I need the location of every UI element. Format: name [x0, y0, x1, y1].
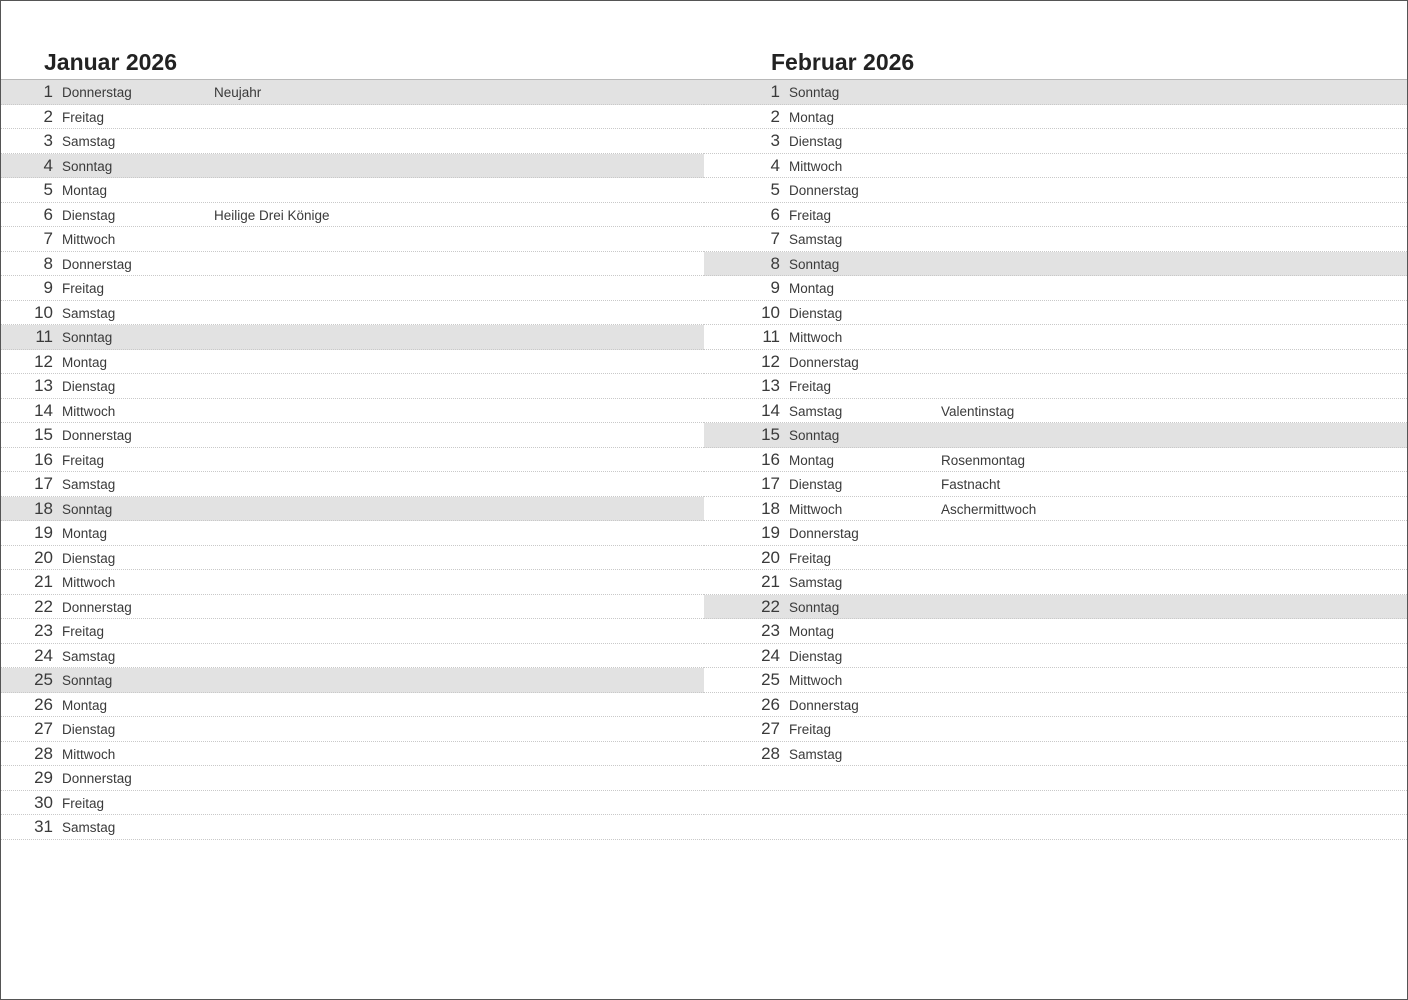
- weekday-label: Montag: [789, 109, 835, 125]
- day-row: [704, 80, 1407, 105]
- day-number: 5: [770, 180, 780, 199]
- day-number: 8: [770, 253, 780, 273]
- weekday-label: Freitag: [789, 722, 832, 737]
- day-row: [704, 766, 1407, 791]
- weekday-label: Sonntag: [62, 501, 113, 517]
- weekday-label: Samstag: [62, 134, 116, 149]
- day-number: 4: [43, 155, 53, 175]
- day-row: [1, 668, 704, 693]
- weekday-label: Dienstag: [789, 305, 843, 321]
- day-number: 7: [770, 229, 780, 248]
- weekday-label: Samstag: [789, 232, 843, 247]
- day-number: 26: [34, 694, 53, 714]
- day-number: 17: [34, 474, 53, 493]
- weekday-label: Samstag: [789, 403, 843, 419]
- day-row: [704, 350, 1407, 375]
- day-number: 24: [34, 645, 53, 665]
- day-row: [704, 668, 1407, 693]
- day-number: 2: [770, 106, 780, 126]
- day-number: 2: [43, 106, 53, 126]
- day-row: [1, 325, 704, 350]
- weekday-label: Sonntag: [789, 256, 840, 272]
- weekday-label: Donnerstag: [789, 526, 859, 541]
- day-number: 10: [34, 302, 53, 322]
- weekday-label: Donnerstag: [62, 85, 132, 100]
- weekday-label: Donnerstag: [62, 256, 132, 272]
- day-row: [1, 644, 704, 669]
- day-number: 5: [43, 180, 53, 199]
- day-row: [1, 252, 704, 277]
- day-row: [1, 350, 704, 375]
- weekday-label: Freitag: [62, 281, 105, 296]
- day-list: [704, 80, 1407, 840]
- weekday-label: Dienstag: [789, 477, 843, 492]
- weekday-label: Donnerstag: [789, 697, 859, 713]
- weekday-label: Montag: [62, 354, 108, 370]
- day-row: [704, 178, 1407, 203]
- day-number: 14: [34, 400, 53, 420]
- day-row: [1, 497, 704, 522]
- holiday-label: Aschermittwoch: [941, 501, 1037, 517]
- weekday-label: Freitag: [789, 379, 832, 394]
- day-row: [704, 595, 1407, 620]
- weekday-label: Mittwoch: [789, 673, 843, 688]
- day-row: [704, 276, 1407, 301]
- day-row: [1, 203, 704, 228]
- day-row: [1, 595, 704, 620]
- weekday-label: Dienstag: [62, 722, 116, 737]
- day-row: [1, 301, 704, 326]
- day-number: 3: [43, 131, 53, 150]
- day-number: 21: [34, 572, 53, 591]
- day-number: [704, 791, 780, 815]
- weekday-label: Montag: [789, 281, 835, 296]
- weekday-label: Montag: [62, 697, 108, 713]
- weekday-label: Donnerstag: [62, 428, 132, 443]
- day-number: 19: [34, 523, 53, 542]
- day-number: 16: [34, 449, 53, 469]
- day-number: [704, 766, 780, 790]
- day-row: [1, 129, 704, 154]
- weekday-label: Mittwoch: [789, 158, 843, 174]
- day-number: 30: [34, 792, 53, 812]
- day-number: 7: [43, 229, 53, 248]
- day-number: 1: [43, 82, 53, 101]
- day-row: [1, 521, 704, 546]
- day-number: 14: [761, 400, 780, 420]
- weekday-label: Donnerstag: [62, 771, 132, 786]
- day-row: [704, 203, 1407, 228]
- weekday-label: Freitag: [62, 109, 105, 125]
- day-number: 1: [770, 82, 780, 101]
- day-row: [704, 717, 1407, 742]
- day-row: [704, 448, 1407, 473]
- weekday-label: Mittwoch: [62, 575, 116, 590]
- day-number: 4: [770, 155, 780, 175]
- day-number: 31: [34, 817, 53, 836]
- day-number: 25: [34, 670, 53, 689]
- day-number: 29: [34, 768, 53, 787]
- day-number: 21: [761, 572, 780, 591]
- day-row: [1, 154, 704, 179]
- day-number: 15: [34, 425, 53, 444]
- day-list: [1, 80, 704, 840]
- day-row: [1, 448, 704, 473]
- weekday-label: Samstag: [62, 648, 116, 664]
- day-number: 9: [43, 278, 53, 297]
- day-row: [704, 570, 1407, 595]
- day-row: [1, 766, 704, 791]
- weekday-label: Dienstag: [62, 379, 116, 394]
- weekday-label: Dienstag: [62, 207, 116, 223]
- day-number: 12: [34, 351, 53, 371]
- day-row: [704, 619, 1407, 644]
- day-row: [1, 815, 704, 840]
- month-february: [704, 44, 1407, 840]
- holiday-label: Rosenmontag: [941, 452, 1026, 468]
- weekday-label: Sonntag: [62, 673, 113, 688]
- weekday-label: Montag: [62, 526, 108, 541]
- day-row: [1, 105, 704, 130]
- weekday-label: Samstag: [789, 575, 843, 590]
- day-number: 18: [761, 498, 780, 518]
- day-row: [1, 472, 704, 497]
- holiday-label: Fastnacht: [941, 477, 1001, 492]
- day-number: 11: [35, 327, 53, 346]
- day-number: [704, 815, 780, 839]
- weekday-label: Sonntag: [62, 158, 113, 174]
- month-title: Januar 2026: [1, 44, 704, 80]
- day-row: [704, 423, 1407, 448]
- day-row: [704, 546, 1407, 571]
- day-number: 15: [761, 425, 780, 444]
- day-number: 17: [761, 474, 780, 493]
- weekday-label: Sonntag: [789, 85, 840, 100]
- day-row: [704, 521, 1407, 546]
- holiday-label: Heilige Drei Könige: [214, 207, 330, 223]
- day-row: [1, 399, 704, 424]
- weekday-label: Freitag: [789, 550, 832, 566]
- day-row: [1, 423, 704, 448]
- holiday-label: Neujahr: [214, 85, 262, 100]
- day-row: [704, 472, 1407, 497]
- day-row: [1, 374, 704, 399]
- weekday-label: Mittwoch: [789, 501, 843, 517]
- day-number: 12: [761, 351, 780, 371]
- weekday-label: Samstag: [62, 305, 116, 321]
- holiday-label: Valentinstag: [941, 403, 1015, 419]
- weekday-label: Donnerstag: [789, 354, 859, 370]
- day-row: [1, 693, 704, 718]
- day-row: [1, 717, 704, 742]
- day-number: 23: [761, 621, 780, 640]
- day-number: 28: [34, 743, 53, 763]
- weekday-label: Montag: [62, 183, 108, 198]
- weekday-label: Samstag: [62, 477, 116, 492]
- weekday-label: Sonntag: [62, 330, 113, 345]
- weekday-label: Mittwoch: [62, 403, 116, 419]
- day-number: 26: [761, 694, 780, 714]
- day-number: 10: [761, 302, 780, 322]
- day-row: [704, 497, 1407, 522]
- day-number: 9: [770, 278, 780, 297]
- day-number: 25: [761, 670, 780, 689]
- day-row: [1, 619, 704, 644]
- day-number: 23: [34, 621, 53, 640]
- day-number: 18: [34, 498, 53, 518]
- weekday-label: Sonntag: [789, 428, 840, 443]
- day-number: 27: [34, 719, 53, 738]
- day-row: [704, 325, 1407, 350]
- weekday-label: Freitag: [62, 624, 105, 639]
- day-row: [1, 178, 704, 203]
- weekday-label: Montag: [789, 452, 835, 468]
- day-row: [704, 399, 1407, 424]
- weekday-label: Freitag: [62, 452, 105, 468]
- day-row: [704, 105, 1407, 130]
- day-number: 8: [43, 253, 53, 273]
- day-row: [1, 791, 704, 816]
- day-row: [1, 570, 704, 595]
- day-row: [1, 546, 704, 571]
- day-number: 16: [761, 449, 780, 469]
- day-number: 28: [761, 743, 780, 763]
- weekday-label: Samstag: [62, 820, 116, 835]
- weekday-label: Samstag: [789, 746, 843, 762]
- day-number: 13: [761, 376, 780, 395]
- day-row: [704, 815, 1407, 840]
- day-number: 22: [34, 596, 53, 616]
- day-row: [1, 227, 704, 252]
- day-row: [704, 301, 1407, 326]
- day-row: [704, 791, 1407, 816]
- weekday-label: Mittwoch: [789, 330, 843, 345]
- day-row: [704, 374, 1407, 399]
- day-row: [1, 276, 704, 301]
- day-number: 22: [761, 596, 780, 616]
- day-number: 20: [761, 547, 780, 567]
- weekday-label: Freitag: [789, 207, 832, 223]
- day-row: [704, 693, 1407, 718]
- weekday-label: Donnerstag: [62, 599, 132, 615]
- weekday-label: Donnerstag: [789, 183, 859, 198]
- weekday-label: Sonntag: [789, 599, 840, 615]
- weekday-label: Freitag: [62, 795, 105, 811]
- weekday-label: Mittwoch: [62, 232, 116, 247]
- day-number: 13: [34, 376, 53, 395]
- day-number: 3: [770, 131, 780, 150]
- weekday-label: Dienstag: [62, 550, 116, 566]
- day-row: [704, 129, 1407, 154]
- day-row: [1, 742, 704, 767]
- month-january: [1, 44, 704, 840]
- day-number: 6: [43, 204, 53, 224]
- day-row: [704, 742, 1407, 767]
- day-number: 11: [762, 327, 780, 346]
- day-number: 24: [761, 645, 780, 665]
- day-row: [704, 227, 1407, 252]
- day-row: [704, 154, 1407, 179]
- weekday-label: Dienstag: [789, 648, 843, 664]
- weekday-label: Montag: [789, 624, 835, 639]
- weekday-label: Dienstag: [789, 134, 843, 149]
- month-title: Februar 2026: [704, 44, 1407, 80]
- day-number: 6: [770, 204, 780, 224]
- day-number: 20: [34, 547, 53, 567]
- day-row: [1, 80, 704, 105]
- day-row: [704, 644, 1407, 669]
- weekday-label: Mittwoch: [62, 746, 116, 762]
- day-number: 27: [761, 719, 780, 738]
- day-row: [704, 252, 1407, 277]
- day-number: 19: [761, 523, 780, 542]
